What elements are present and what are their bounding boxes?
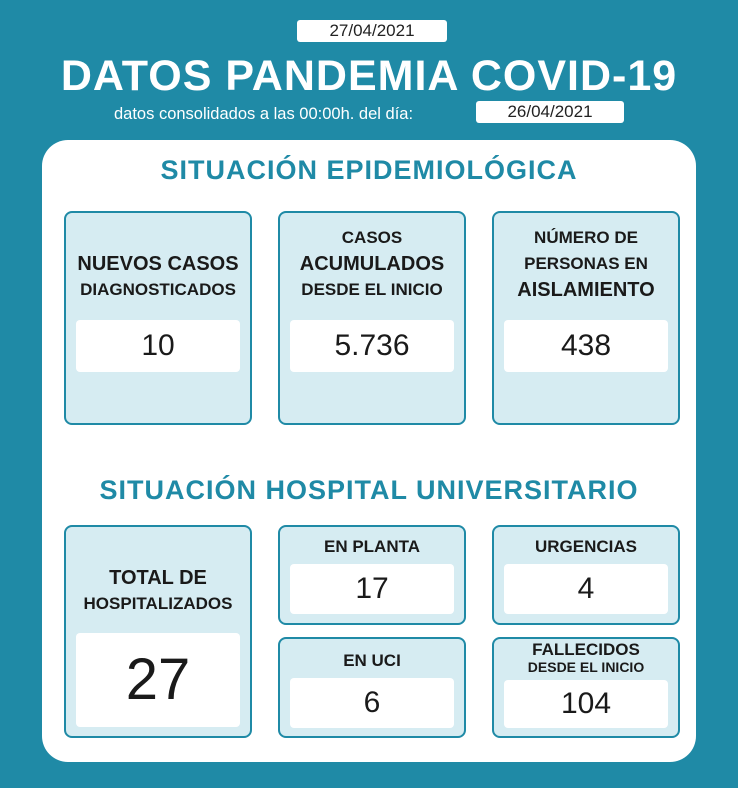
nuevos-casos-label-1: NUEVOS CASOS	[77, 253, 239, 275]
section-title-hospital: SITUACIÓN HOSPITAL UNIVERSITARIO	[99, 475, 639, 505]
card-en-planta	[278, 525, 466, 625]
publication-date: 27/04/2021	[297, 20, 447, 42]
en-uci-value: 6	[290, 678, 454, 728]
en-planta-label: EN PLANTA	[323, 537, 420, 556]
urgencias-value: 4	[504, 564, 668, 614]
page-title: DATOS PANDEMIA COVID-19	[60, 52, 678, 100]
en-planta-value: 17	[290, 564, 454, 614]
card-urgencias	[492, 525, 680, 625]
casos-acumulados-label-2: ACUMULADOS	[299, 253, 445, 275]
card-total-hospitalizados	[64, 525, 252, 738]
total-hospitalizados-label-1: TOTAL DE	[109, 567, 207, 589]
nuevos-casos-value: 10	[76, 320, 240, 372]
fallecidos-value: 104	[504, 680, 668, 728]
card-nuevos-casos	[64, 211, 252, 425]
aislamiento-label-2: PERSONAS EN	[524, 254, 648, 273]
card-fallecidos	[492, 637, 680, 738]
aislamiento-label-1: NÚMERO DE	[534, 228, 638, 247]
card-casos-acumulados	[278, 211, 466, 425]
card-aislamiento	[492, 211, 680, 425]
casos-acumulados-value: 5.736	[290, 320, 454, 372]
casos-acumulados-label-3: DESDE EL INICIO	[301, 280, 443, 299]
data-date: 26/04/2021	[476, 101, 624, 123]
total-hospitalizados-label-2: HOSPITALIZADOS	[83, 594, 233, 613]
section-title-epidemiologica: SITUACIÓN EPIDEMIOLÓGICA	[160, 155, 578, 185]
total-hospitalizados-value: 27	[76, 633, 240, 727]
card-en-uci	[278, 637, 466, 738]
urgencias-label: URGENCIAS	[534, 537, 637, 556]
en-uci-label: EN UCI	[343, 651, 401, 670]
casos-acumulados-label-1: CASOS	[341, 228, 403, 247]
subtitle: datos consolidados a las 00:00h. del día:	[114, 105, 414, 123]
fallecidos-label-1: FALLECIDOS	[532, 640, 640, 659]
aislamiento-value: 438	[504, 320, 668, 372]
nuevos-casos-label-2: DIAGNOSTICADOS	[80, 280, 236, 299]
aislamiento-label-3: AISLAMIENTO	[517, 279, 655, 301]
fallecidos-label-2: DESDE EL INICIO	[527, 659, 645, 675]
